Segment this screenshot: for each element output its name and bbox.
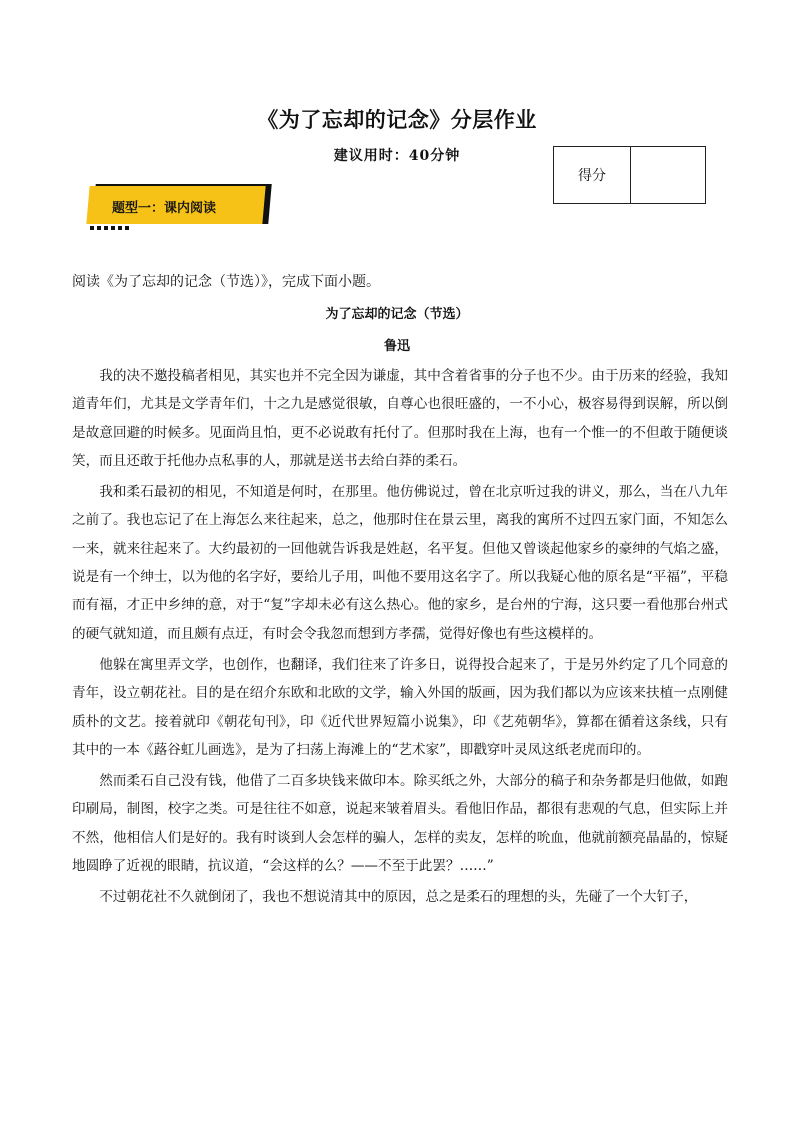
document-title: 《为了忘却的记念》分层作业 [257,108,537,132]
score-label: 得分 [554,147,631,204]
passage-paragraph: 不过朝花社不久就倒闭了，我也不想说清其中的原因，总之是柔石的理想的头，先碰了一个大钉子， [99,889,698,906]
section-label: 题型一：课内阅读 [112,201,217,216]
passage-title: 为了忘却的记念（节选） [325,307,469,322]
section-banner [88,180,274,232]
passage-paragraph: 我的决不邀投稿者相见，其实也并不完全因为谦虚，其中含着省事的分子也不少。由于历来的经验，我知道青年们，尤其是文学青年们，十之九是感觉很敏，自尊心也很旺盛的，一不小心，极容易得到误解，所以倒是故意回避的时候多。见面尚且怕，更不必说敢有托付了。但那时我在上海，也有一个惟一的不但敢于随便谈笑，而且还敢于托他办点私事的人，那就是送书去给白莽的柔石。 [72,368,728,469]
passage-paragraph: 他躲在寓里弄文学，也创作，也翻译，我们往来了许多日，说得投合起来了，于是另外约定了几个同意的青年，设立朝花社。目的是在绍介东欧和北欧的文学，输入外国的版画，因为我们都以为应该来扶植一点刚健质朴的文艺。接着就印《朝花旬刊》，印《近代世界短篇小说集》，印《艺苑朝华》，算都在循着这条线，只有其中的一本《蕗谷虹儿画选》，是为了扫荡上海滩上的“艺术家”，即戳穿叶灵凤这纸老虎而印的。 [72,656,728,758]
passage-paragraph: 然而柔石自己没有钱，他借了二百多块钱来做印本。除买纸之外，大部分的稿子和杂务都是归他做，如跑印刷局，制图，校字之类。可是往往不如意，说起来皱着眉头。看他旧作品，都很有悲观的气息，但实际上并不然，他相信人们是好的。我有时谈到人会怎样的骗人，怎样的卖友，怎样的吮血，他就前额亮晶晶的，惊疑地圆睁了近视的眼睛，抗议道，“会这样的么？——不至于此罢？……” [72,773,728,875]
banner-dots-decoration [90,226,130,230]
score-box [553,146,706,204]
reading-instruction: 阅读《为了忘却的记念（节选）》，完成下面小题。 [72,274,380,290]
suggested-time: 建议用时：40分钟 [333,148,461,164]
passage-paragraph: 我和柔石最初的相见，不知道是何时，在那里。他仿佛说过，曾在北京听过我的讲义，那么，当在八九年之前了。我也忘记了在上海怎么来往起来，总之，他那时住在景云里，离我的寓所不过四五家门面，不知怎么一来，就来往起来了。大约最初的一回他就告诉我是姓赵，名平复。但他又曾谈起他家乡的豪绅的气焰之盛，说是有一个绅士，以为他的名字好，要给儿子用，叫他不要用这名字了。所以我疑心他的原名是“平福”，平稳而有福，才正中乡绅的意，对于“复”字却未必有这么热心。他的家乡，是台州的宁海，这只要一看他那台州式的硬气就知道，而且颇有点迂，有时会令我忽而想到方孝孺，觉得好像也有些这模样的。 [72,484,728,642]
score-value-field[interactable] [631,147,706,204]
passage-author: 鲁迅 [383,339,410,354]
passage-body [72,362,728,915]
